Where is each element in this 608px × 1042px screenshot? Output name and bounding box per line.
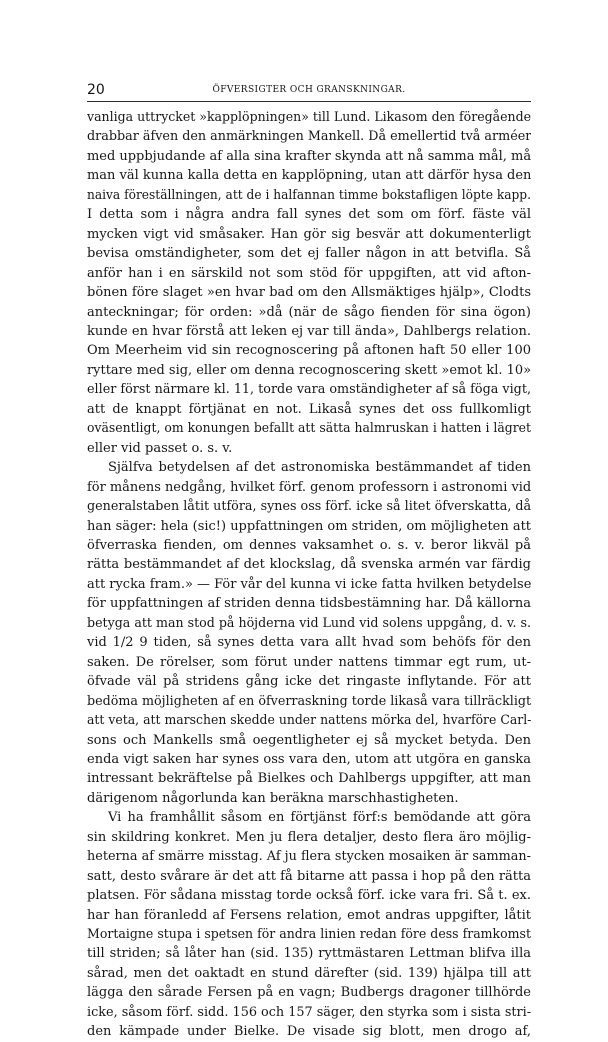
text-line: anteckningar; för orden: »då (när de sågo fienden för sina ögon) — [87, 304, 531, 320]
text-line: sin skildring konkret. Men ju flera detaljer, desto flera äro möjlig- — [87, 829, 531, 845]
text-line: icke, såsom förf. sidd. 156 och 157 säger, den styrka som i sista stri- — [87, 1004, 531, 1020]
text-line: betyga att man stod på höjderna vid Lund vid solens uppgång, d. v. s. — [87, 615, 531, 631]
text-line: att veta, att marschen skedde under nattens mörka del, hvarföre Carl- — [87, 713, 531, 729]
text-line: sårad, men det oaktadt en stund därefter (sid. 139) hjälpa till att — [87, 965, 531, 981]
text-line: att rycka fram.» — För vår del kunna vi icke fatta hvilken betydelse — [87, 576, 531, 592]
text-line: kunde en hvar förstå att leken ej var till ända», Dahlbergs relation. — [87, 323, 531, 339]
text-line: han säger: hela (sic!) uppfattningen om striden, om möjligheten att — [87, 518, 531, 534]
text-line: rätta bestämmandet af det klockslag, då svenska armén var färdig — [87, 557, 531, 573]
text-line: naiva föreställningen, att de i halfannan timme bokstafligen löpte kapp. — [87, 187, 531, 203]
text-line: ryttare med sig, eller om denna recognoscering skett »emot kl. 10» — [87, 362, 531, 378]
paragraph-start-line: Själfva betydelsen af det astronomiska bestämmandet af tiden — [108, 460, 531, 476]
text-line: till striden; så låter han (sid. 135) ryttmästaren Lettman blifva illa — [87, 946, 531, 962]
text-line: heterna af smärre misstag. Af ju flera stycken mosaiken är samman- — [87, 849, 531, 865]
text-line: öfverraska fienden, om dennes vaksamhet o. s. v. beror likväl på — [87, 537, 531, 553]
text-line: satt, desto svårare är det att få bitarne att passa i hop på den rätta — [87, 868, 531, 884]
running-title: ÖFVERSIGTER OCH GRANSKNINGAR. — [212, 85, 406, 95]
text-line: har han föranledd af Fersens relation, emot andras uppgifter, låtit — [87, 907, 531, 923]
text-line: sons och Mankells små oegentligheter ej så mycket betyda. Den — [87, 732, 531, 748]
text-line: Om Meerheim vid sin recognoscering på aftonen haft 50 eller 100 — [87, 343, 531, 359]
text-line: bedöma möjligheten af en öfverraskning torde likaså vara tillräckligt — [87, 693, 531, 709]
text-line: Mortaigne stupa i spetsen för andra linien redan före dess framkomst — [87, 927, 531, 943]
page-header — [87, 78, 531, 100]
text-line: platsen. För sådana misstag torde också förf. icke vara fri. Så t. ex. — [87, 888, 531, 904]
text-line: generalstaben låtit utföra, synes oss förf. icke så litet öfverskatta, då — [87, 499, 531, 515]
text-line: lägga den sårade Fersen på en vagn; Budbergs dragoner tillhörde — [87, 985, 531, 1001]
text-line: oväsentligt, om konungen befallt att sätta halmruskan i hatten i lägret — [87, 421, 531, 437]
text-line: enda vigt saken har synes oss vara den, utom att utgöra en ganska — [87, 751, 531, 767]
text-line: med uppbjudande af alla sina krafter skynda att nå samma mål, må — [87, 148, 531, 164]
text-line: drabbar äfven den anmärkningen Mankell. Då emellertid två arméer — [87, 129, 531, 145]
page-number: 20 — [87, 82, 105, 98]
text-line: intressant bekräftelse på Bielkes och Dahlbergs uppgifter, att man — [87, 771, 531, 787]
text-line: saken. De rörelser, som förut under nattens timmar egt rum, ut- — [87, 654, 531, 670]
body-text — [87, 108, 531, 1042]
paragraph-end-line: eller vid passet o. s. v. — [87, 440, 233, 456]
text-line: vid 1/2 9 tiden, så synes detta vara allt hvad som behöfs för den — [87, 635, 531, 651]
text-line: den kämpade under Bielke. De visade sig blott, men drogo af, — [87, 1024, 531, 1040]
text-line: eller först närmare kl. 11, torde vara omständigheter af så föga vigt, — [87, 382, 531, 398]
text-line: man väl kunna kalla detta en kapplöpning, utan att därför hysa den — [87, 168, 531, 184]
header-rule — [87, 101, 531, 102]
text-line: bönen före slaget »en hvar bad om den Allsmäktiges hjälp», Clodts — [87, 285, 531, 301]
text-line: vanliga uttrycket »kapplöpningen» till Lund. Likasom den föregående — [87, 110, 531, 125]
text-line: bevisa omständigheter, som det ej faller någon in att betvifla. Så — [87, 246, 531, 262]
text-line: I detta som i några andra fall synes det som om förf. fäste väl — [87, 207, 531, 223]
text-line: anför han i en särskild not som stöd för uppgiften, att vid afton- — [87, 265, 531, 281]
text-line: mycken vigt vid småsaker. Han gör sig besvär att dokumenterligt — [87, 226, 531, 242]
paragraph-start-line: Vi ha framhållit såsom en förtjänst förf:s bemödande att göra — [108, 810, 531, 826]
paragraph-end-line: därigenom någorlunda kan beräkna marschhastigheten. — [87, 790, 459, 806]
text-line: för månens nedgång, hvilket förf. genom professorn i astronomi vid — [87, 479, 531, 495]
text-line: att de knappt förtjänat en not. Likaså synes det oss fullkomligt — [87, 401, 531, 417]
text-line: för uppfattningen af striden denna tidsbestämning har. Då källorna — [87, 596, 531, 612]
text-line: öfvade väl på stridens gång icke det ringaste inflytande. För att — [87, 674, 531, 690]
